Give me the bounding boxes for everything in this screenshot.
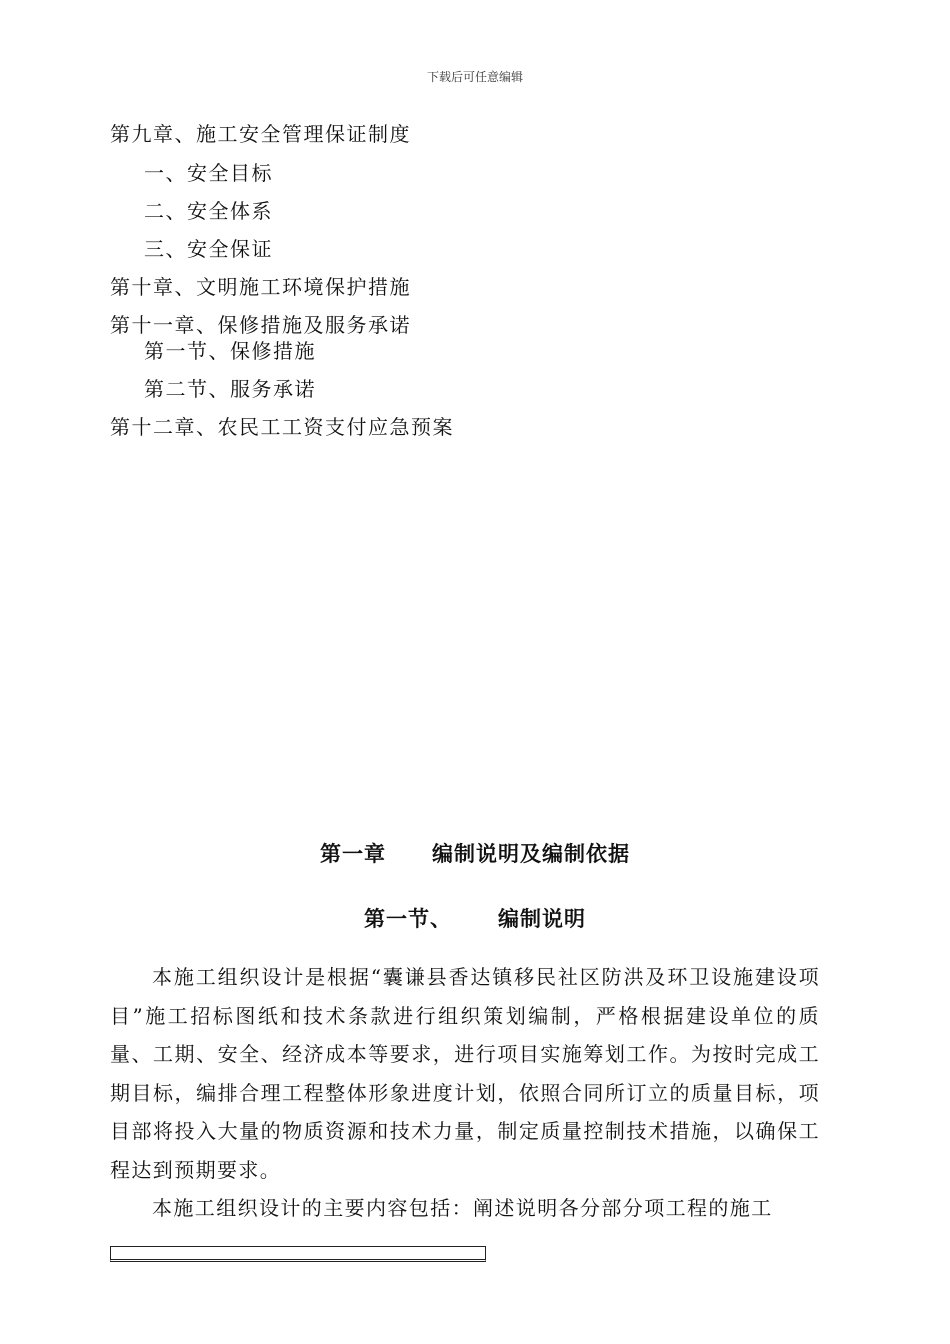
toc-item-chapter-12: 第十二章、农民工工资支付应急预案	[110, 415, 454, 439]
body-text	[110, 958, 820, 1228]
toc-item-service-commitment: 第二节、服务承诺	[144, 377, 316, 401]
toc-item-safety-system: 二、安全体系	[144, 199, 273, 223]
body-paragraph: 本施工组织设计是根据“囊谦县香达镇移民社区防洪及环卫设施建设项目”施工招标图纸和技术条款进行组织策划编制，严格根据建设单位的质量、工期、安全、经济成本等要求，进行项目实施筹划工作。为按时完成工期目标，编排合理工程整体形象进度计划，依照合同所订立的质量目标，项目部将投入大量的物质资源和技术力量，制定质量控制技术措施，以确保工程达到预期要求。	[110, 965, 820, 1182]
body-paragraph: 本施工组织设计的主要内容包括：阐述说明各分部分项工程的施工	[152, 1196, 773, 1220]
section-title	[0, 903, 950, 933]
chapter-number: 第一章	[320, 841, 386, 866]
chapter-title	[0, 838, 950, 868]
toc-item-warranty-measures: 第一节、保修措施	[144, 339, 316, 363]
toc-item-chapter-9: 第九章、施工安全管理保证制度	[110, 122, 411, 146]
toc-item-chapter-11: 第十一章、保修措施及服务承诺	[110, 313, 411, 337]
chapter-title-text: 编制说明及编制依据	[432, 841, 630, 866]
toc-item-safety-guarantee: 三、安全保证	[144, 237, 273, 261]
toc-item-chapter-10: 第十章、文明施工环境保护措施	[110, 275, 411, 299]
section-number: 第一节、	[364, 906, 452, 931]
footer-rule-box	[110, 1246, 486, 1262]
toc-item-safety-goal: 一、安全目标	[144, 161, 273, 185]
header-note: 下载后可任意编辑	[426, 70, 523, 84]
section-title-text: 编制说明	[498, 906, 586, 931]
